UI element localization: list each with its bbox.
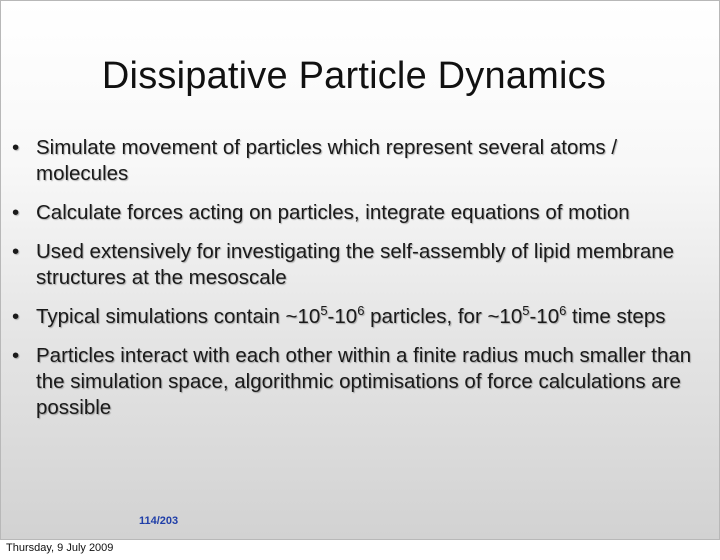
exponent: 5 (320, 303, 328, 318)
page-number: 114/203 (139, 515, 179, 527)
exponent: 6 (559, 303, 567, 318)
bullet-dot-icon: • (12, 240, 20, 263)
bullet-text: Calculate forces acting on particles, integrate equations of motion (36, 201, 630, 224)
bullet-dot-icon: • (12, 344, 20, 367)
text-part: particles, for ~10 (364, 305, 523, 328)
bullet-text (36, 305, 665, 328)
bullet-item (9, 135, 715, 187)
exponent: 6 (357, 303, 365, 318)
bullet-dot-icon: • (12, 136, 20, 159)
text-part: time steps (566, 305, 666, 328)
text-part: -10 (529, 305, 560, 328)
bullet-dot-icon: • (12, 305, 20, 328)
exponent: 5 (522, 303, 530, 318)
bullet-text: Used extensively for investigating the self-assembly of lipid membrane structures at the mesoscale (36, 240, 675, 289)
bullet-item (9, 343, 715, 421)
bullet-item (9, 304, 715, 330)
bullet-text: Simulate movement of particles which represent several atoms / molecules (36, 136, 618, 185)
text-part: Typical simulations contain ~10 (36, 305, 321, 328)
slide-title: Dissipative Particle Dynamics (101, 55, 607, 97)
bullet-dot-icon: • (12, 201, 20, 224)
bullet-item (9, 239, 715, 291)
bullet-list (9, 135, 715, 434)
bullet-text: Particles interact with each other within a finite radius much smaller than the simulation space, algorithmic optimisations of force calculations are possible (36, 344, 692, 419)
footer-date: Thursday, 9 July 2009 (6, 542, 114, 554)
bullet-item (9, 200, 715, 226)
text-part: -10 (327, 305, 358, 328)
